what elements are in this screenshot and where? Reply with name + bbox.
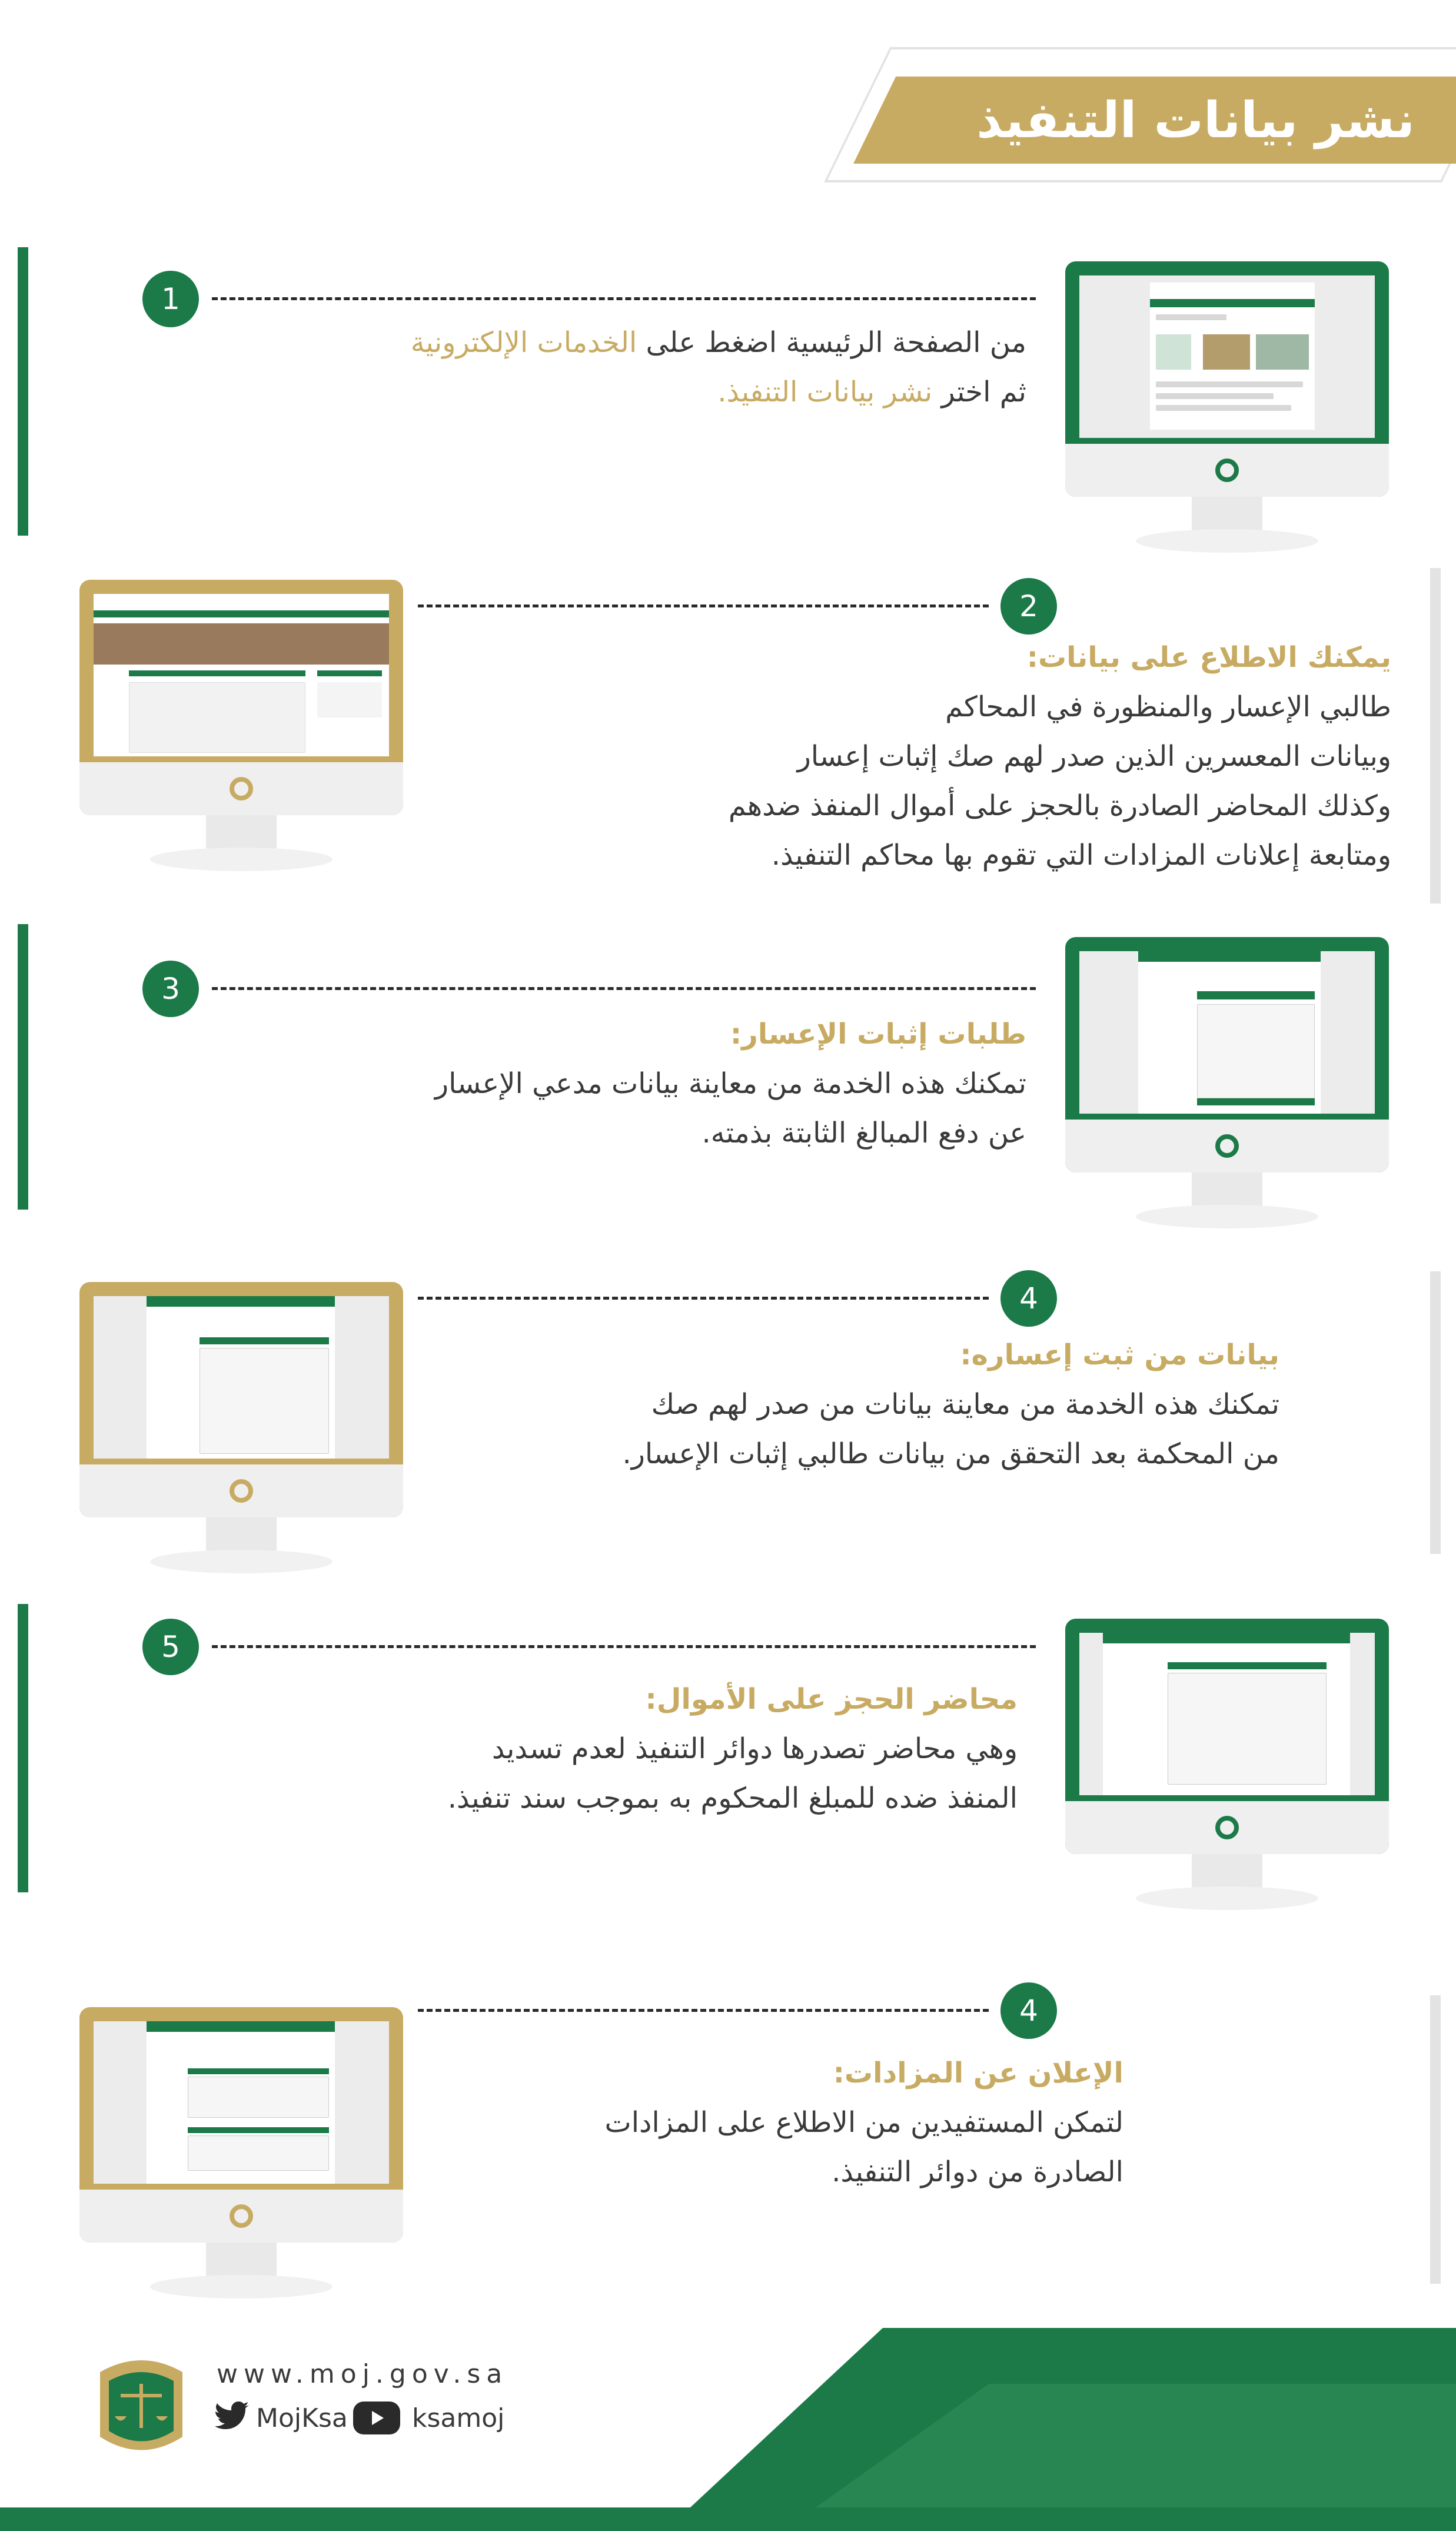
step-5-heading: محاضر الحجز على الأموال: [645,1683,1018,1716]
step-1-side-bar [18,247,28,536]
screenshot-table-header [1168,1662,1327,1669]
step-4-heading: بيانات من ثبت إعساره: [960,1338,1279,1371]
monitor-power-button [1215,1134,1239,1158]
step-5-text [258,1675,1018,1823]
twitter-icon[interactable] [215,2402,250,2431]
step-6-line-1: لتمكن المستفيدين من الاطلاع على المزادات [604,2106,1123,2139]
step-1-text [411,318,1026,417]
step-4-side-bar [1430,1271,1441,1554]
step-6-dashed-line [418,2009,989,2012]
screenshot-navbar [1103,1633,1350,1643]
monitor-screenshot [1079,1633,1375,1795]
screenshot-row [1156,381,1303,387]
monitor-base [1136,1205,1318,1228]
monitor-power-button [230,1479,253,1503]
step-3-number-badge: 3 [142,961,199,1017]
screenshot-navbar [1138,951,1321,962]
website-url[interactable]: www.moj.gov.sa [217,2359,508,2389]
step-4-line-2: من المحكمة بعد التحقق من بيانات طالبي إثبات الإعسار. [622,1437,1279,1470]
screenshot-navbar [94,610,389,617]
step-6-side-bar [1430,1995,1441,2284]
monitor-power-button [1215,459,1239,482]
monitor-power-button [230,777,253,801]
screenshot-table [200,1348,329,1454]
step-4-dashed-line [418,1297,989,1300]
ministry-logo [88,2349,194,2466]
monitor-base [150,848,333,871]
screenshot-table [188,2077,329,2118]
step-2-side-bar [1430,568,1441,904]
step-2-line-4: ومتابعة إعلانات المزادات التي تقوم بها محاكم التنفيذ. [771,839,1391,872]
screenshot-navbar [1150,299,1315,307]
footer-bottom-strip [0,2507,1456,2531]
monitor-power-button [1215,1816,1239,1839]
step-3-heading: طلبات إثبات الإعسار: [730,1018,1026,1051]
step-4-number-badge: 4 [1000,1270,1057,1327]
monitor-screenshot [94,1296,389,1459]
screenshot-row [1156,314,1226,320]
screenshot-sidebar [317,682,382,718]
step-2-monitor [79,580,403,815]
screenshot-tile [1156,334,1191,370]
screenshot-table-header [188,2127,329,2133]
step-5-line-1: وهي محاضر تصدرها دوائر التنفيذ لعدم تسديد [491,1732,1018,1765]
step-3-line-1: تمكنك هذه الخدمة من معاينة بيانات مدعي الإعسار [434,1067,1026,1100]
step-6-number-badge: 4 [1000,1982,1057,2039]
step-5-monitor [1065,1619,1389,1854]
step-3-text [435,1009,1026,1158]
step-1-number-badge: 1 [142,271,199,327]
step-2-line-1: طالبي الإعسار والمنظورة في المحاكم [945,690,1391,723]
screenshot-banner [94,623,389,665]
screenshot-table [1168,1673,1327,1785]
step-4-text [622,1330,1279,1479]
monitor-power-button [230,2204,253,2228]
monitor-screenshot [94,2021,389,2184]
step-3-monitor [1065,937,1389,1173]
screenshot-tile [1203,334,1250,370]
step-5-line-2: المنفذ ضده للمبلغ المحكوم به بموجب سند تنفيذ. [447,1782,1018,1815]
screenshot-table [188,2135,329,2171]
step-2-line-2: وبيانات المعسرين الذين صدر لهم صك إثبات إعسار [797,740,1391,773]
monitor-base [150,1550,333,1573]
step-6-heading: الإعلان عن المزادات: [833,2057,1123,2090]
monitor-screenshot [1079,275,1375,438]
page-title: نشر بيانات التنفيذ [976,91,1415,149]
step-1-line-1: من الصفحة الرئيسية اضغط على [637,326,1026,359]
step-3-side-bar [18,924,28,1210]
step-6-line-2: الصادرة من دوائر التنفيذ. [832,2155,1123,2188]
screenshot-table-header [200,1337,329,1344]
step-4-monitor [79,1282,403,1517]
screenshot-table-footer [1197,1098,1315,1105]
step-4-line-1: تمكنك هذه الخدمة من معاينة بيانات من صدر لهم صك [651,1388,1279,1421]
screenshot-table [129,682,305,753]
monitor-base [1136,1886,1318,1910]
step-1-dashed-line [212,297,1036,300]
step-1-highlight-2: نشر بيانات التنفيذ. [717,376,933,408]
step-3-dashed-line [212,987,1036,990]
step-5-side-bar [18,1604,28,1892]
screenshot-row [1156,405,1291,411]
step-1-line-2: ثم اختر [932,376,1026,408]
step-2-number-badge: 2 [1000,578,1057,635]
step-6-text [605,2048,1123,2197]
screenshot-row [1156,393,1274,399]
step-2-dashed-line [418,604,989,607]
monitor-base [1136,529,1318,553]
monitor-screenshot [94,594,389,756]
step-3-line-2: عن دفع المبالغ الثابتة بذمته. [702,1117,1026,1150]
step-5-number-badge: 5 [142,1619,199,1675]
screenshot-table-header [1197,991,1315,999]
step-2-line-3: وكذلك المحاضر الصادرة بالحجز على أموال المنفذ ضدهم [728,789,1391,822]
screenshot-navbar [147,2021,335,2032]
step-2-heading: يمكنك الاطلاع على بيانات: [1026,641,1391,674]
monitor-base [150,2275,333,2299]
screenshot-table [1197,1004,1315,1098]
step-5-dashed-line [212,1645,1036,1648]
step-6-monitor [79,2007,403,2243]
screenshot-table-header [129,670,305,676]
screenshot-sidebar-header [317,670,382,676]
youtube-icon[interactable] [353,2402,400,2434]
twitter-handle[interactable]: MojKsa [256,2403,348,2433]
monitor-screenshot [1079,951,1375,1114]
screenshot-table-header [188,2068,329,2074]
youtube-handle[interactable]: ksamoj [412,2403,505,2433]
step-1-monitor [1065,261,1389,497]
step-2-text [729,633,1391,880]
step-1-highlight-1: الخدمات الإلكترونية [410,326,637,359]
screenshot-tile [1256,334,1309,370]
screenshot-navbar [147,1296,335,1307]
